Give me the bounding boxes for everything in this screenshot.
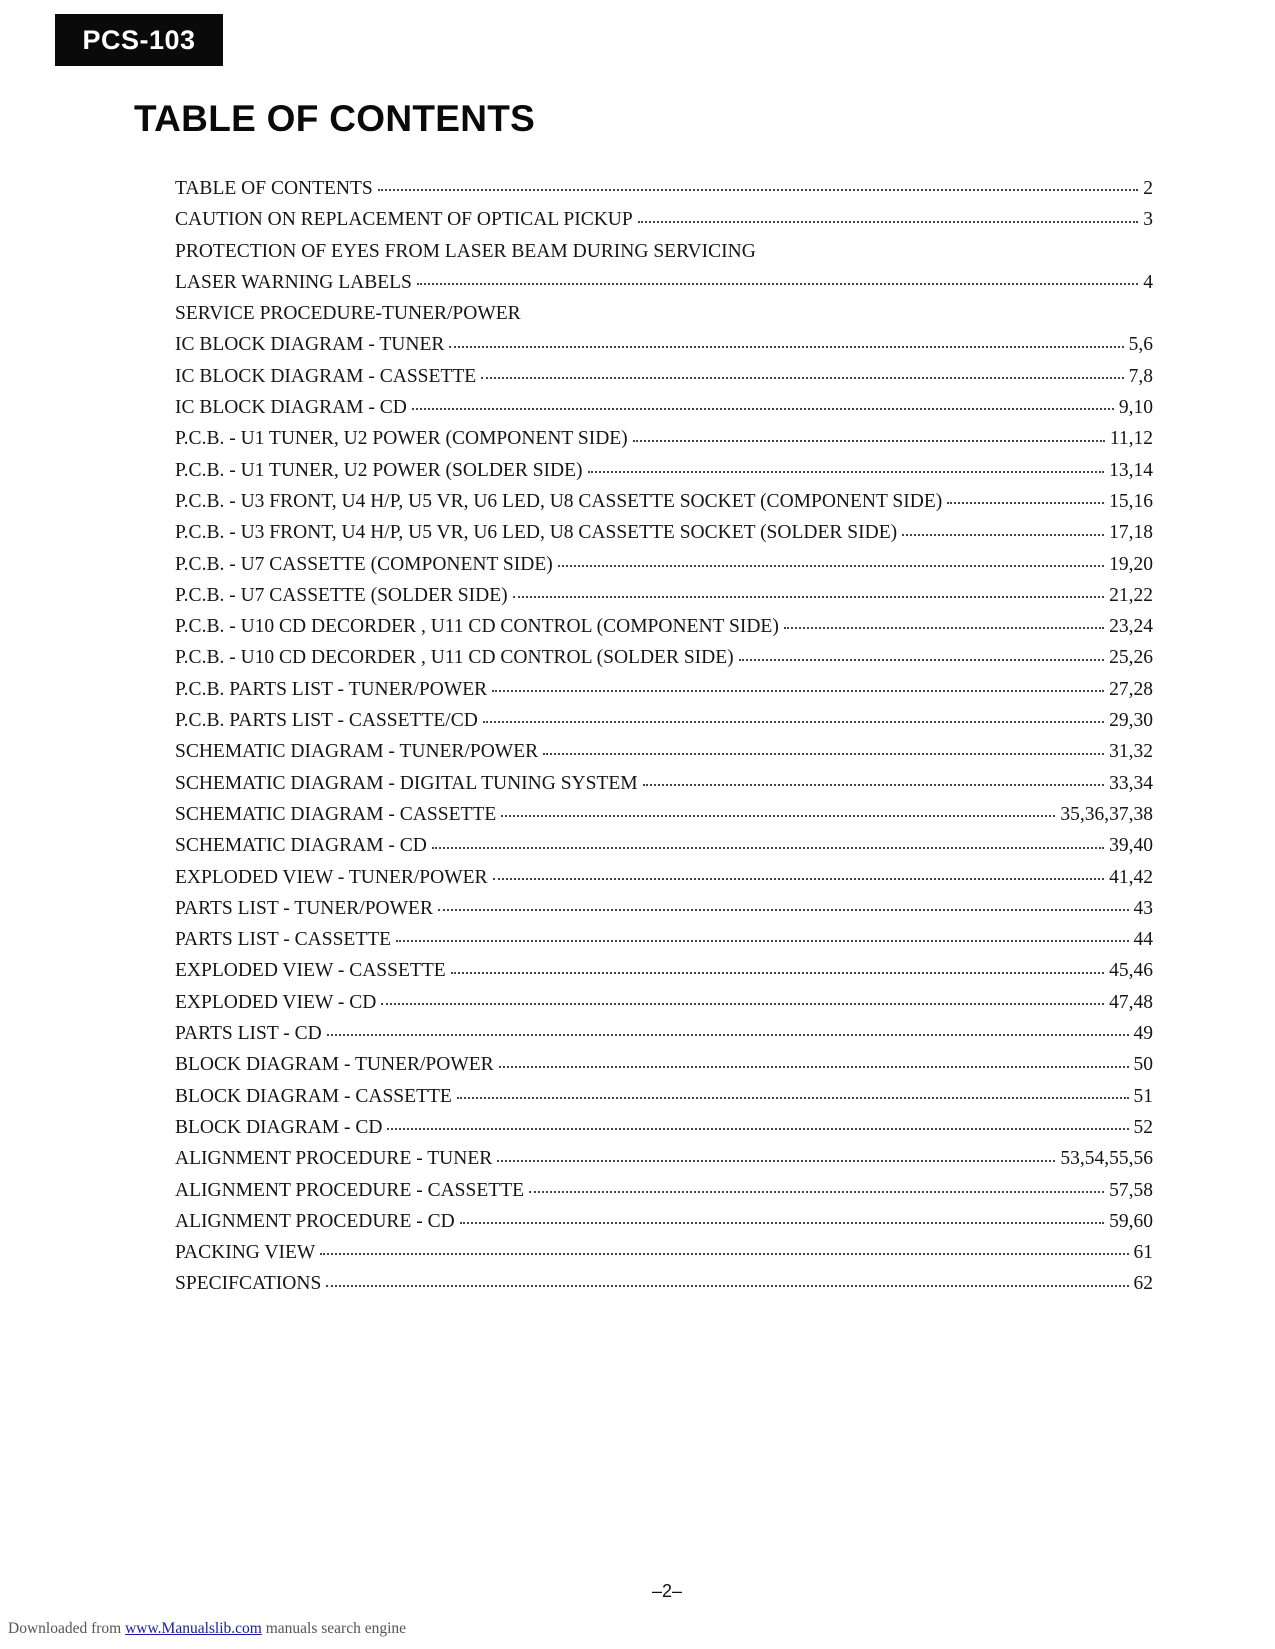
- toc-entry[interactable]: [175, 862, 1153, 893]
- toc-entry[interactable]: [175, 924, 1153, 955]
- dot-leader: [327, 1033, 1129, 1036]
- toc-entry-page: 51: [1133, 1085, 1153, 1107]
- dot-leader: [492, 689, 1104, 692]
- toc-entry-page: 47,48: [1109, 991, 1153, 1013]
- toc-entry-page: 49: [1133, 1023, 1153, 1045]
- dot-leader: [529, 1190, 1104, 1193]
- dot-leader: [396, 939, 1128, 942]
- dot-leader: [588, 470, 1105, 473]
- toc-entry: [175, 298, 1153, 329]
- toc-entry[interactable]: [175, 1237, 1153, 1268]
- toc-entry[interactable]: [175, 329, 1153, 360]
- dot-leader: [558, 564, 1104, 567]
- dot-leader: [501, 814, 1055, 817]
- toc-entry-title: P.C.B. PARTS LIST - TUNER/POWER: [175, 678, 488, 700]
- toc-entry[interactable]: [175, 705, 1153, 736]
- toc-entry-title: PARTS LIST - CASSETTE: [175, 929, 392, 951]
- toc-entry-title: SCHEMATIC DIAGRAM - DIGITAL TUNING SYSTEM: [175, 772, 638, 794]
- toc-entry-page: 11,12: [1109, 428, 1153, 450]
- dot-leader: [633, 439, 1105, 442]
- download-footer: [8, 1620, 406, 1638]
- dot-leader: [320, 1252, 1128, 1255]
- toc-entry[interactable]: [175, 517, 1153, 548]
- toc-entry[interactable]: [175, 1018, 1153, 1049]
- toc-entry-title: P.C.B. - U7 CASSETTE (COMPONENT SIDE): [175, 553, 553, 575]
- toc-entry-page: 61: [1133, 1242, 1153, 1264]
- toc-entry[interactable]: [175, 830, 1153, 861]
- toc-entry-page: 3: [1143, 209, 1153, 231]
- toc-entry-page: 2: [1143, 178, 1153, 199]
- toc-entry[interactable]: [175, 1049, 1153, 1080]
- toc-entry[interactable]: [175, 173, 1153, 204]
- toc-entry-title: P.C.B. - U7 CASSETTE (SOLDER SIDE): [175, 584, 508, 606]
- toc-entry-page: 35,36,37,38: [1060, 803, 1153, 825]
- dot-leader: [947, 501, 1104, 504]
- toc-entry[interactable]: [175, 893, 1153, 924]
- model-number: PCS-103: [82, 24, 196, 55]
- dot-leader: [513, 595, 1105, 598]
- toc-entry-page: 57,58: [1109, 1179, 1153, 1201]
- toc-entry-page: 27,28: [1109, 678, 1153, 700]
- toc-entry-title: PARTS LIST - CD: [175, 1023, 322, 1045]
- toc-entry-page: 43: [1133, 897, 1153, 919]
- dot-leader: [432, 846, 1104, 849]
- manualslib-link[interactable]: www.Manualslib.com: [125, 1620, 262, 1637]
- toc-entry[interactable]: [175, 799, 1153, 830]
- toc-entry-title: PACKING VIEW: [175, 1242, 316, 1264]
- toc-entry-page: 23,24: [1109, 616, 1153, 638]
- toc-entry-page: 62: [1133, 1273, 1153, 1295]
- toc-entry-page: 17,18: [1109, 522, 1153, 544]
- toc-entry-page: 19,20: [1109, 553, 1153, 575]
- toc-entry-title: P.C.B. - U3 FRONT, U4 H/P, U5 VR, U6 LED, U8 CASSETTE SOCKET (COMPONENT SIDE): [175, 490, 943, 512]
- dot-leader: [378, 188, 1138, 191]
- toc-entry-title: PROTECTION OF EYES FROM LASER BEAM DURING SERVICING: [175, 240, 756, 262]
- page-number: –2–: [652, 1581, 683, 1601]
- toc-entry-title: ALIGNMENT PROCEDURE - TUNER: [175, 1148, 493, 1170]
- toc-entry-title: ALIGNMENT PROCEDURE - CD: [175, 1210, 455, 1232]
- toc-entry-title: PARTS LIST - TUNER/POWER: [175, 897, 433, 919]
- toc-entry[interactable]: [175, 455, 1153, 486]
- toc-entry-title: EXPLODED VIEW - CASSETTE: [175, 960, 446, 982]
- toc-entry[interactable]: [175, 674, 1153, 705]
- toc-entry-title: BLOCK DIAGRAM - CASSETTE: [175, 1085, 452, 1107]
- toc-entry-page: 39,40: [1109, 835, 1153, 857]
- page-title: TABLE OF CONTENTS: [134, 98, 536, 139]
- toc-entry[interactable]: [175, 1268, 1153, 1299]
- toc-entry-page: 31,32: [1109, 741, 1153, 763]
- dot-leader: [739, 658, 1104, 661]
- toc-entry-title: IC BLOCK DIAGRAM - CASSETTE: [175, 365, 477, 387]
- toc-entry[interactable]: [175, 486, 1153, 517]
- toc-entry[interactable]: [175, 204, 1153, 235]
- toc-entry-page: 4: [1143, 271, 1153, 293]
- toc-entry-title: LASER WARNING LABELS: [175, 271, 412, 293]
- toc-entry-title: SCHEMATIC DIAGRAM - CASSETTE: [175, 803, 497, 825]
- toc-entry[interactable]: [175, 736, 1153, 767]
- dot-leader: [449, 345, 1123, 348]
- dot-leader: [493, 877, 1105, 880]
- dot-leader: [326, 1284, 1128, 1287]
- toc-entry[interactable]: [175, 1081, 1153, 1112]
- toc-entry[interactable]: [175, 580, 1153, 611]
- table-of-contents: [175, 173, 1153, 1300]
- toc-entry[interactable]: [175, 987, 1153, 1018]
- toc-entry-page: 33,34: [1109, 772, 1153, 794]
- toc-entry-page: 50: [1133, 1054, 1153, 1076]
- toc-entry-title: SPECIFCATIONS: [175, 1273, 322, 1295]
- toc-entry-title: P.C.B. - U3 FRONT, U4 H/P, U5 VR, U6 LED, U8 CASSETTE SOCKET (SOLDER SIDE): [175, 522, 898, 544]
- dot-leader: [417, 282, 1138, 285]
- toc-entry-page: 44: [1133, 929, 1153, 951]
- toc-entry[interactable]: [175, 955, 1153, 986]
- dot-leader: [638, 220, 1139, 223]
- dot-leader: [483, 720, 1104, 723]
- toc-entry-title: P.C.B. - U10 CD DECORDER , U11 CD CONTROL (COMPONENT SIDE): [175, 616, 779, 638]
- dot-leader: [457, 1096, 1129, 1099]
- toc-entry[interactable]: [175, 768, 1153, 799]
- toc-entry-title: SCHEMATIC DIAGRAM - TUNER/POWER: [175, 741, 539, 763]
- toc-entry[interactable]: [175, 1112, 1153, 1143]
- dot-leader: [438, 908, 1129, 911]
- toc-entry[interactable]: [175, 642, 1153, 673]
- toc-entry[interactable]: [175, 267, 1153, 298]
- footer-prefix: Downloaded from: [8, 1620, 122, 1637]
- toc-entry-page: 25,26: [1109, 647, 1153, 669]
- toc-entry-title: SERVICE PROCEDURE-TUNER/POWER: [175, 303, 521, 325]
- dot-leader: [460, 1221, 1104, 1224]
- toc-entry-title: P.C.B. - U1 TUNER, U2 POWER (SOLDER SIDE): [175, 459, 583, 481]
- toc-entry-title: EXPLODED VIEW - CD: [175, 991, 377, 1013]
- dot-leader: [451, 971, 1104, 974]
- toc-entry[interactable]: [175, 1175, 1153, 1206]
- dot-leader: [643, 783, 1104, 786]
- toc-entry-page: 21,22: [1109, 584, 1153, 606]
- toc-entry-title: CAUTION ON REPLACEMENT OF OPTICAL PICKUP: [175, 209, 633, 231]
- toc-entry[interactable]: [175, 361, 1153, 392]
- dot-leader: [387, 1127, 1128, 1130]
- model-tag: [55, 14, 223, 66]
- toc-entry-title: BLOCK DIAGRAM - TUNER/POWER: [175, 1054, 494, 1076]
- dot-leader: [497, 1159, 1055, 1162]
- toc-entry-page: 52: [1133, 1116, 1153, 1138]
- dot-leader: [412, 407, 1114, 410]
- toc-entry-title: BLOCK DIAGRAM - CD: [175, 1116, 383, 1138]
- toc-entry-title: P.C.B. - U1 TUNER, U2 POWER (COMPONENT SIDE): [175, 428, 628, 450]
- toc-entry-title: TABLE OF CONTENTS: [175, 178, 373, 199]
- toc-entry-title: IC BLOCK DIAGRAM - TUNER: [175, 334, 445, 356]
- toc-entry-title: IC BLOCK DIAGRAM - CD: [175, 397, 407, 419]
- toc-entry-page: 15,16: [1109, 490, 1153, 512]
- toc-entry[interactable]: [175, 1206, 1153, 1237]
- toc-entry-page: 45,46: [1109, 960, 1153, 982]
- toc-entry[interactable]: [175, 611, 1153, 642]
- toc-entry-title: EXPLODED VIEW - TUNER/POWER: [175, 866, 488, 888]
- toc-entry-title: ALIGNMENT PROCEDURE - CASSETTE: [175, 1179, 525, 1201]
- toc-entry-page: 29,30: [1109, 710, 1153, 732]
- dot-leader: [481, 376, 1123, 379]
- dot-leader: [543, 752, 1104, 755]
- toc-entry-page: 9,10: [1118, 397, 1153, 419]
- dot-leader: [499, 1065, 1129, 1068]
- toc-entry-title: P.C.B. - U10 CD DECORDER , U11 CD CONTROL (SOLDER SIDE): [175, 647, 734, 669]
- toc-entry[interactable]: [175, 423, 1153, 454]
- toc-entry-title: P.C.B. PARTS LIST - CASSETTE/CD: [175, 710, 478, 732]
- toc-entry-title: SCHEMATIC DIAGRAM - CD: [175, 835, 427, 857]
- toc-entry-page: 5,6: [1128, 334, 1153, 356]
- toc-entry: [175, 236, 1153, 267]
- toc-entry[interactable]: [175, 549, 1153, 580]
- toc-entry[interactable]: [175, 392, 1153, 423]
- toc-entry-page: 59,60: [1109, 1210, 1153, 1232]
- toc-entry-page: 13,14: [1109, 459, 1153, 481]
- toc-entry-page: 53,54,55,56: [1060, 1148, 1153, 1170]
- toc-entry-page: 41,42: [1109, 866, 1153, 888]
- toc-entry-page: 7,8: [1128, 365, 1153, 387]
- footer-suffix: manuals search engine: [265, 1620, 407, 1637]
- dot-leader: [784, 626, 1104, 629]
- toc-entry[interactable]: [175, 1143, 1153, 1174]
- dot-leader: [902, 533, 1104, 536]
- dot-leader: [381, 1002, 1104, 1005]
